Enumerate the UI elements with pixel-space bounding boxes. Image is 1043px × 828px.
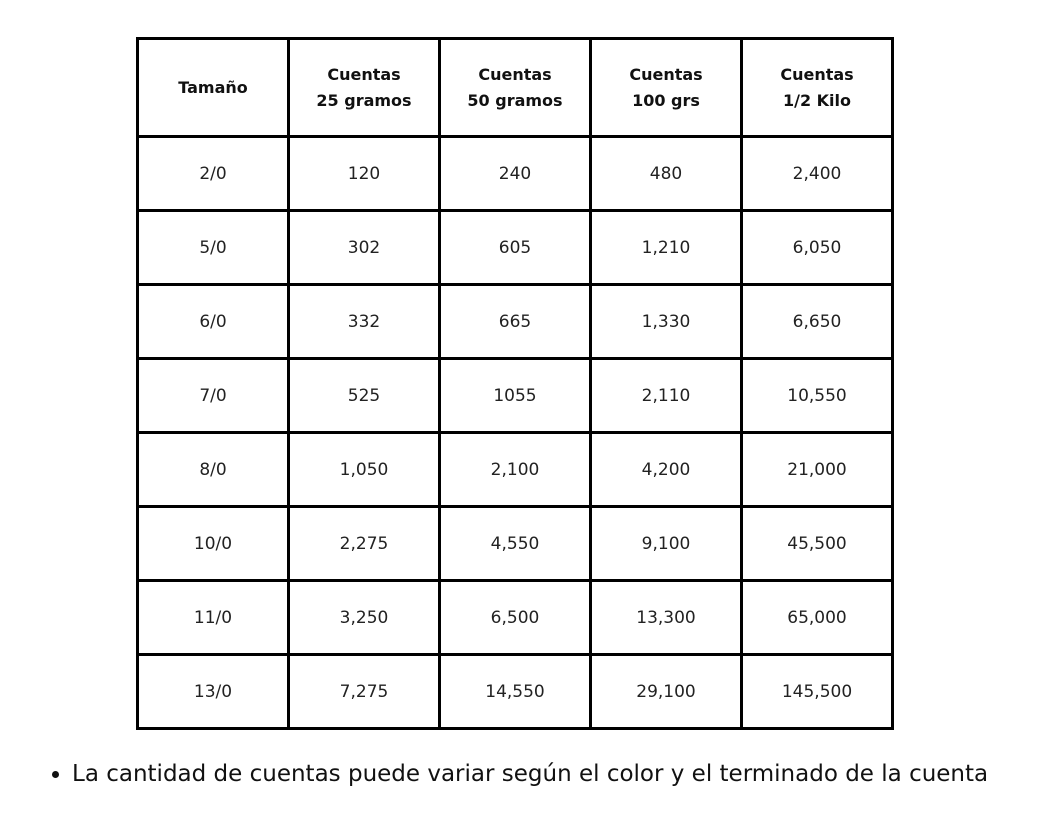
table-header	[138, 39, 893, 137]
cell-25g: 3,250	[289, 581, 440, 655]
cell-half-kilo: 2,400	[742, 137, 893, 211]
header-50g	[440, 39, 591, 137]
note-item: • La cantidad de cuentas puede variar según el color y el terminado de la cuenta	[72, 756, 988, 792]
cell-size: 5/0	[138, 211, 289, 285]
cell-50g: 665	[440, 285, 591, 359]
cell-half-kilo: 6,050	[742, 211, 893, 285]
cell-size: 10/0	[138, 507, 289, 581]
table-body	[138, 137, 893, 729]
cell-size: 11/0	[138, 581, 289, 655]
cell-100g: 1,210	[591, 211, 742, 285]
header-row	[138, 39, 893, 137]
table-row	[138, 211, 893, 285]
header-25g-line2: 25 gramos	[316, 90, 412, 110]
header-25g	[289, 39, 440, 137]
header-size-label: Tamaño	[178, 77, 248, 97]
table-row	[138, 581, 893, 655]
header-size	[138, 39, 289, 137]
cell-100g: 13,300	[591, 581, 742, 655]
cell-half-kilo: 145,500	[742, 655, 893, 729]
cell-25g: 120	[289, 137, 440, 211]
table-row	[138, 137, 893, 211]
cell-25g: 525	[289, 359, 440, 433]
header-half-kilo-line1: Cuentas	[780, 64, 854, 84]
notes-list	[48, 756, 988, 792]
cell-half-kilo: 6,650	[742, 285, 893, 359]
cell-25g: 302	[289, 211, 440, 285]
bead-count-table	[136, 37, 894, 730]
cell-25g: 7,275	[289, 655, 440, 729]
cell-100g: 2,110	[591, 359, 742, 433]
cell-half-kilo: 21,000	[742, 433, 893, 507]
table-row	[138, 507, 893, 581]
cell-50g: 1055	[440, 359, 591, 433]
cell-size: 2/0	[138, 137, 289, 211]
cell-half-kilo: 10,550	[742, 359, 893, 433]
cell-size: 7/0	[138, 359, 289, 433]
header-50g-line1: Cuentas	[478, 64, 552, 84]
cell-100g: 480	[591, 137, 742, 211]
table-row	[138, 655, 893, 729]
cell-100g: 1,330	[591, 285, 742, 359]
header-100g	[591, 39, 742, 137]
cell-50g: 605	[440, 211, 591, 285]
header-100g-line1: Cuentas	[629, 64, 703, 84]
cell-100g: 4,200	[591, 433, 742, 507]
cell-50g: 14,550	[440, 655, 591, 729]
cell-100g: 29,100	[591, 655, 742, 729]
header-25g-line1: Cuentas	[327, 64, 401, 84]
cell-50g: 4,550	[440, 507, 591, 581]
header-half-kilo	[742, 39, 893, 137]
header-100g-line2: 100 grs	[632, 90, 700, 110]
cell-size: 6/0	[138, 285, 289, 359]
cell-100g: 9,100	[591, 507, 742, 581]
table-row	[138, 433, 893, 507]
cell-50g: 2,100	[440, 433, 591, 507]
table-row	[138, 359, 893, 433]
cell-50g: 6,500	[440, 581, 591, 655]
cell-half-kilo: 45,500	[742, 507, 893, 581]
cell-size: 13/0	[138, 655, 289, 729]
header-half-kilo-line2: 1/2 Kilo	[782, 90, 852, 110]
table-row	[138, 285, 893, 359]
cell-half-kilo: 65,000	[742, 581, 893, 655]
cell-size: 8/0	[138, 433, 289, 507]
cell-25g: 2,275	[289, 507, 440, 581]
header-50g-line2: 50 gramos	[467, 90, 563, 110]
cell-25g: 332	[289, 285, 440, 359]
cell-50g: 240	[440, 137, 591, 211]
cell-25g: 1,050	[289, 433, 440, 507]
